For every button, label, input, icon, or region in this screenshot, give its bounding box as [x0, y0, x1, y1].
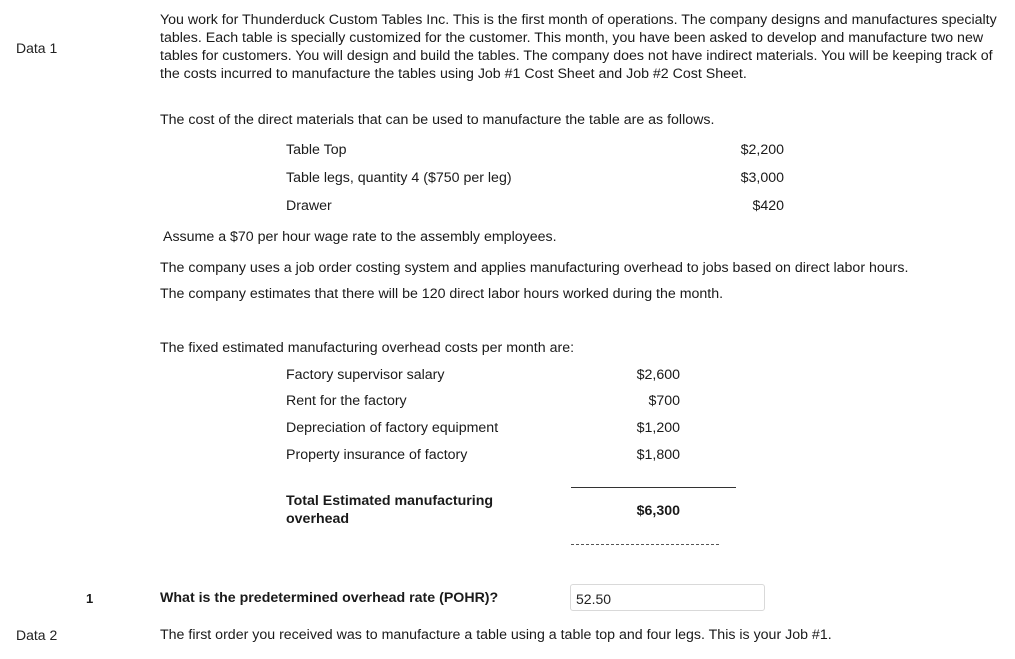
total-overhead-label: Total Estimated manufacturing overhead — [286, 493, 494, 527]
total-divider-dashed — [571, 544, 719, 545]
wage-text: Assume a $70 per hour wage rate to the assembly employees. — [163, 229, 557, 245]
material-value: $420 — [752, 198, 784, 214]
material-label: Table legs, quantity 4 ($750 per leg) — [286, 170, 512, 186]
material-value: $2,200 — [740, 142, 784, 158]
data1-label: Data 1 — [16, 40, 58, 56]
material-value: $3,000 — [740, 170, 784, 186]
overhead-value: $2,600 — [636, 367, 680, 383]
material-label: Drawer — [286, 198, 332, 214]
overhead-value: $1,800 — [636, 447, 680, 463]
overhead-label: Depreciation of factory equipment — [286, 420, 499, 436]
material-label: Table Top — [286, 142, 347, 158]
data2-label: Data 2 — [16, 627, 58, 643]
question-number: 1 — [86, 591, 94, 606]
question-text: What is the predetermined overhead rate (POHR)? — [160, 590, 499, 606]
costing-system-text: The company uses a job order costing system and applies manufacturing overhead to jobs based on direct labor hours. — [160, 260, 909, 276]
data2-text: The first order you received was to manufacture a table using a table top and four legs. This is your Job #1. — [160, 627, 832, 643]
overhead-heading: The fixed estimated manufacturing overhead costs per month are: — [160, 340, 575, 356]
intro-paragraph: You work for Thunderduck Custom Tables Inc. This is the first month of operations. The company designs and manufactures specialty tables. Each table is specially customized for the customer. This month, you have been asked to develop and manufacture two new tables for customers. You will design and build the tables. The company does not have indirect materials. You will be keeping track of the costs incurred to manufacture the tables using Job #1 Cost Sheet and Job #2 Cost Sheet. — [160, 12, 997, 82]
overhead-value: $700 — [648, 393, 680, 409]
materials-heading: The cost of the direct materials that can be used to manufacture the table are as follows. — [160, 112, 715, 128]
overhead-value: $1,200 — [636, 420, 680, 436]
overhead-label: Factory supervisor salary — [286, 367, 445, 383]
overhead-label: Property insurance of factory — [286, 447, 468, 463]
labor-hours-text: The company estimates that there will be 120 direct labor hours worked during the month. — [160, 286, 724, 302]
overhead-label: Rent for the factory — [286, 393, 407, 409]
pohr-answer-input[interactable]: 52.50 — [570, 584, 765, 611]
total-divider-solid — [571, 487, 736, 488]
total-overhead-value: $6,300 — [636, 503, 680, 519]
